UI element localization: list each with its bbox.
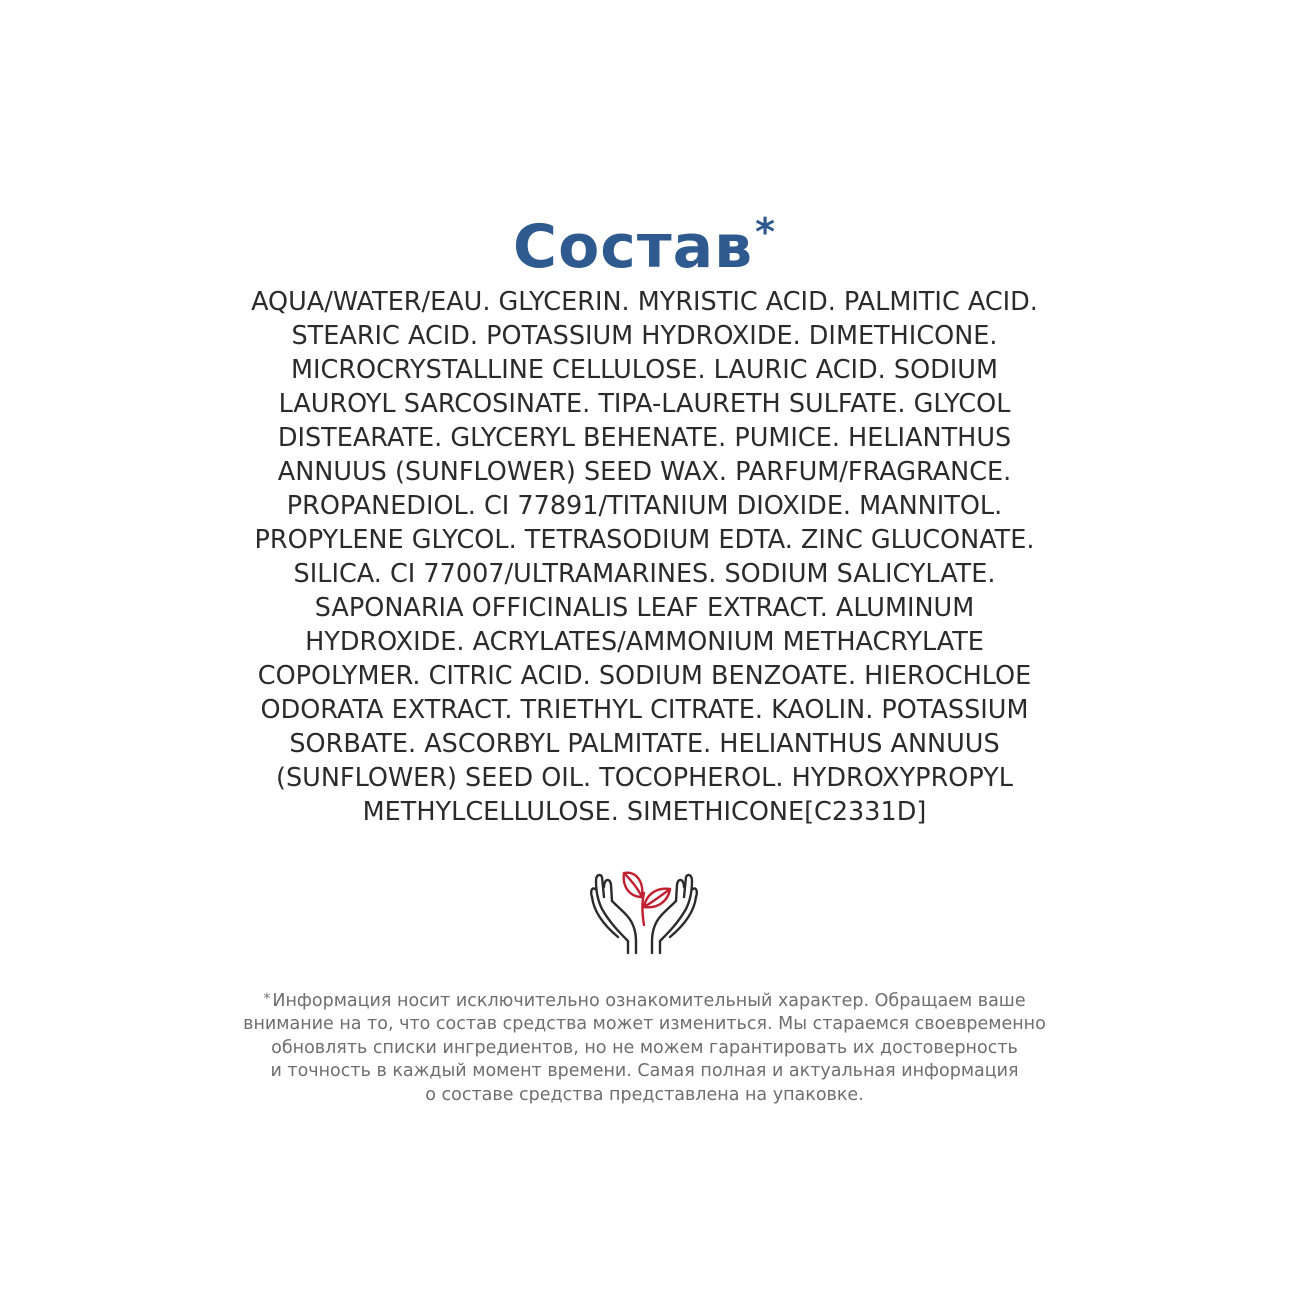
ingredients-line: HYDROXIDE. ACRYLATES/AMMONIUM METHACRYLATE: [305, 627, 984, 657]
disclaimer-line: и точность в каждый момент времени. Самая полная и актуальная информация: [270, 1061, 1019, 1082]
ingredients-line: COPOLYMER. CITRIC ACID. SODIUM BENZOATE. HIEROCHLOE: [257, 661, 1032, 691]
disclaimer-line: внимание на то, что состав средства может измениться. Мы стараемся своевременно: [243, 1014, 1046, 1035]
title-asterisk: *: [755, 210, 776, 254]
ingredients-list: [150, 285, 1139, 829]
disclaimer-asterisk: *: [263, 991, 271, 1007]
disclaimer-line: [120, 988, 1169, 1013]
ingredients-line: DISTEARATE. GLYCERYL BEHENATE. PUMICE. HELIANTHUS: [277, 423, 1012, 453]
ingredients-line: SAPONARIA OFFICINALIS LEAF EXTRACT. ALUMINUM: [314, 593, 975, 623]
disclaimer-line-text: Информация носит исключительно ознакомительный характер. Обращаем ваше: [272, 991, 1026, 1011]
disclaimer-line: о составе средства представлена на упаковке.: [425, 1084, 864, 1105]
ingredients-line: PROPANEDIOL. CI 77891/TITANIUM DIOXIDE. MANNITOL.: [286, 491, 1003, 521]
ingredients-line: (SUNFLOWER) SEED OIL. TOCOPHEROL. HYDROXYPROPYL: [276, 763, 1013, 793]
ingredients-line: ODORATA EXTRACT. TRIETHYL CITRATE. KAOLIN. POTASSIUM: [260, 695, 1029, 725]
ingredients-line: SORBATE. ASCORBYL PALMITATE. HELIANTHUS ANNUUS: [289, 729, 1000, 759]
title-text: Состав: [513, 212, 754, 282]
hands-holding-leaf-icon: [584, 857, 704, 957]
ingredients-line: STEARIC ACID. POTASSIUM HYDROXIDE. DIMETHICONE.: [291, 321, 998, 351]
disclaimer: [120, 988, 1169, 1107]
disclaimer-line: обновлять списки ингредиентов, но не можем гарантировать их достоверность: [271, 1037, 1018, 1058]
ingredients-line: PROPYLENE GLYCOL. TETRASODIUM EDTA. ZINC GLUCONATE.: [254, 525, 1035, 555]
ingredients-line: ANNUUS (SUNFLOWER) SEED WAX. PARFUM/FRAGRANCE.: [277, 457, 1012, 487]
page-title: [0, 196, 1289, 283]
ingredients-line: MICROCRYSTALLINE CELLULOSE. LAURIC ACID. SODIUM: [291, 355, 998, 385]
ingredients-line: AQUA/WATER/EAU. GLYCERIN. MYRISTIC ACID. PALMITIC ACID.: [251, 287, 1038, 317]
ingredients-line: SILICA. CI 77007/ULTRAMARINES. SODIUM SALICYLATE.: [293, 559, 996, 589]
ingredients-line: LAUROYL SARCOSINATE. TIPA-LAURETH SULFATE. GLYCOL: [278, 389, 1011, 419]
ingredients-line: METHYLCELLULOSE. SIMETHICONE[C2331D]: [362, 797, 927, 827]
